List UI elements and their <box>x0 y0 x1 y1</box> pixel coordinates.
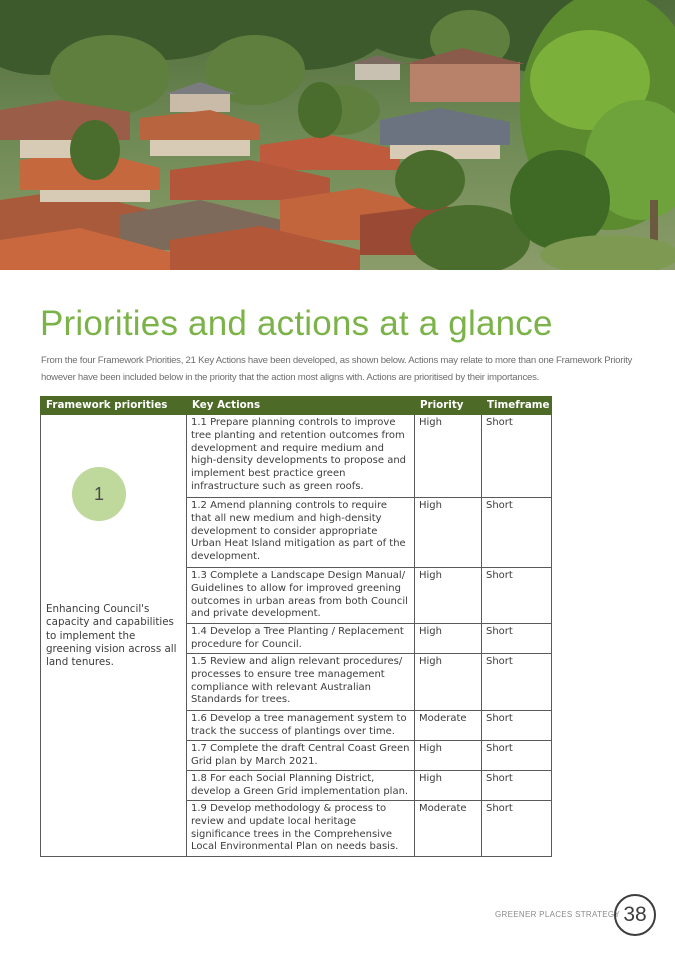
priority-cell: High <box>415 771 482 801</box>
priority-cell: High <box>415 654 482 711</box>
priority-cell: Moderate <box>415 711 482 741</box>
timeframe-cell: Short <box>482 771 552 801</box>
timeframe-cell: Short <box>482 801 552 857</box>
key-action-cell: 1.1 Prepare planning controls to improve tree planting and retention outcomes from development and require medium and high-density developments to propose and implement best practice green infrastructure such as green roofs. <box>187 415 415 498</box>
priority-cell: Moderate <box>415 801 482 857</box>
key-action-cell: 1.8 For each Social Planning District, develop a Green Grid implementation plan. <box>187 771 415 801</box>
priority-cell: High <box>415 568 482 624</box>
key-action-cell: 1.5 Review and align relevant procedures/ processes to ensure tree management compliance with relevant Australian Standards for trees. <box>187 654 415 711</box>
page-number-badge: 38 <box>614 894 656 936</box>
key-action-cell: 1.2 Amend planning controls to require that all new medium and high-density development to consider appropriate Urban Heat Island mitigation as part of the development. <box>187 498 415 568</box>
intro-paragraph: From the four Framework Priorities, 21 Key Actions have been developed, as shown below. Actions may relate to more than one Framework Priority however have been included below in the priority that the action most aligns with. Actions are prioritised by their importances. <box>41 355 633 383</box>
timeframe-cell: Short <box>482 711 552 741</box>
header-key-actions: Key Actions <box>187 397 415 415</box>
priority-cell: High <box>415 624 482 654</box>
framework-priority-cell <box>41 415 187 857</box>
key-action-cell: 1.4 Develop a Tree Planting / Replacement procedure for Council. <box>187 624 415 654</box>
timeframe-cell: Short <box>482 415 552 498</box>
timeframe-cell: Short <box>482 654 552 711</box>
header-timeframe: Timeframe <box>482 397 552 415</box>
timeframe-cell: Short <box>482 624 552 654</box>
priority-cell: High <box>415 415 482 498</box>
key-action-cell: 1.6 Develop a tree management system to track the success of plantings over time. <box>187 711 415 741</box>
priority-cell: High <box>415 498 482 568</box>
page-title: Priorities and actions at a glance <box>40 304 553 343</box>
timeframe-cell: Short <box>482 568 552 624</box>
header-priority: Priority <box>415 397 482 415</box>
key-action-cell: 1.3 Complete a Landscape Design Manual/ Guidelines to allow for improved greening outcomes in urban areas from both Council and private development. <box>187 568 415 624</box>
table-row <box>41 415 552 498</box>
framework-priority-description: Enhancing Council's capacity and capabilities to implement the greening vision across all land tenures. <box>46 603 177 669</box>
footer-document-title: GREENER PLACES STRATEGY <box>495 910 621 919</box>
hero-image <box>0 0 675 270</box>
timeframe-cell: Short <box>482 498 552 568</box>
priority-number-badge: 1 <box>72 467 126 521</box>
priorities-actions-table <box>40 396 552 857</box>
timeframe-cell: Short <box>482 741 552 771</box>
header-framework-priorities: Framework priorities <box>41 397 187 415</box>
priority-cell: High <box>415 741 482 771</box>
table-header-row <box>41 397 552 415</box>
key-action-cell: 1.9 Develop methodology & process to review and update local heritage significance trees in the Comprehensive Local Environmental Plan on needs basis. <box>187 801 415 857</box>
key-action-cell: 1.7 Complete the draft Central Coast Green Grid plan by March 2021. <box>187 741 415 771</box>
suburb-houses-illustration <box>0 0 675 270</box>
